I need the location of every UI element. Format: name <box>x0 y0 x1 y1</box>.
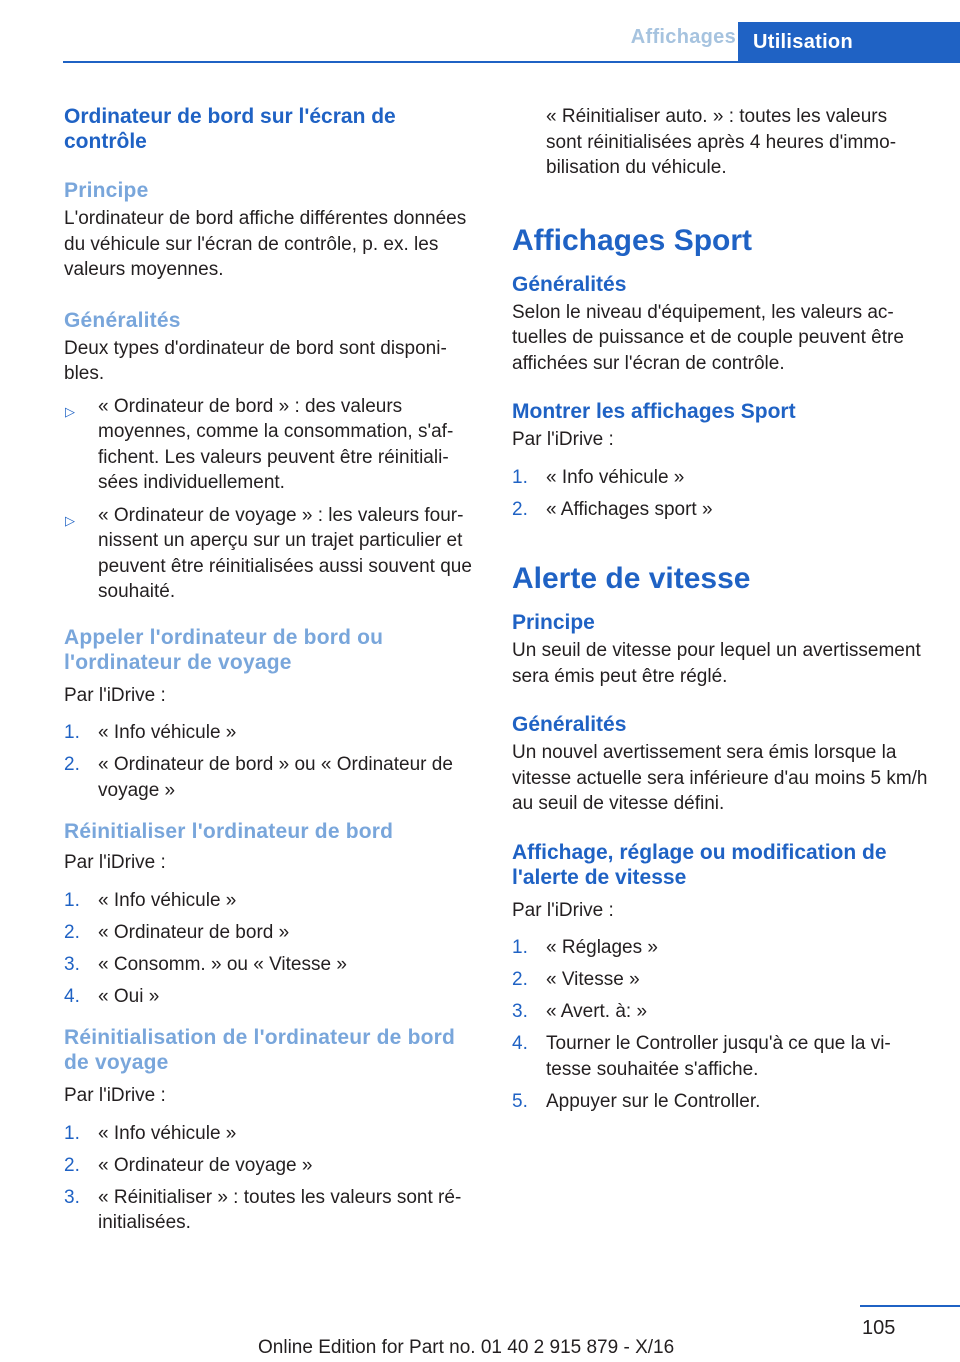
reinit-bord-intro: Par l'iDrive : <box>64 852 166 873</box>
list-item: 2. « Ordinateur de bord » <box>64 921 290 943</box>
sport-steps <box>512 465 928 523</box>
list-item: 1. « Info véhicule » <box>64 1122 237 1144</box>
edition-footer: Online Edition for Part no. 01 40 2 915 879 - X/16 <box>258 1337 675 1358</box>
appeler-steps <box>64 720 479 803</box>
right-column <box>512 104 928 1121</box>
list-item: 2. « Ordinateur de voyage » <box>64 1154 313 1176</box>
sport-generalites-text: Selon le niveau d'équipement, les valeurs actuelles de puissance et de couple peuvent être affichées sur l'écran de contrôle. <box>512 301 904 374</box>
alerte-steps <box>512 935 928 1114</box>
list-item: 4. « Oui » <box>64 985 160 1007</box>
generalites-bullets <box>64 394 479 605</box>
heading-alerte-vitesse: Alerte de vitesse <box>512 562 751 595</box>
list-item: 1. « Réglages » <box>512 937 658 958</box>
generalites-text: Deux types d'ordinateur de bord sont disponibles. <box>64 337 447 384</box>
section-title: Ordinateur de bord sur l'écran de contrôle <box>64 105 396 153</box>
heading-principe: Principe <box>64 179 149 202</box>
chapter-tab[interactable]: Utilisation <box>738 22 960 62</box>
list-item: 5. Appuyer sur le Controller. <box>512 1090 761 1112</box>
principe-text: L'ordinateur de bord affiche différentes données du véhicule sur l'écran de contrôle, p. ex. les valeurs moyennes. <box>64 208 467 280</box>
list-item: 1. « Info véhicule » <box>512 466 685 488</box>
list-item: ▷ « Ordinateur de voyage » : les valeurs fournissent un aperçu sur un trajet particulier et peuvent être réinitialisées aussi souvent que souhaité. <box>65 504 472 602</box>
reinit-bord-steps <box>64 888 479 1010</box>
sport-intro: Par l'iDrive : <box>512 429 614 450</box>
section-tab[interactable]: Affichages <box>630 26 736 48</box>
heading-montrer-sport: Montrer les affichages Sport <box>512 400 796 423</box>
left-column <box>64 104 479 1242</box>
list-item: 3. « Consomm. » ou « Vitesse » <box>64 953 347 975</box>
heading-appeler: Appeler l'ordinateur de bord ou l'ordinateur de voyage <box>64 625 384 674</box>
list-item: 1. « Info véhicule » <box>64 722 237 743</box>
list-item: 2. « Affichages sport » <box>512 498 713 520</box>
list-item: 2. « Ordinateur de bord » ou « Ordinateur de voyage » <box>64 754 453 801</box>
appeler-intro: Par l'iDrive : <box>64 684 166 706</box>
alerte-principe-text: Un seuil de vitesse pour lequel un avertissement sera émis peut être réglé. <box>512 640 921 687</box>
heading-sport-generalites: Généralités <box>512 272 627 296</box>
list-item: 4. Tourner le Controller jusqu'à ce que la vitesse souhaitée s'affiche. <box>512 1033 891 1080</box>
list-item: ▷ « Ordinateur de bord » : des valeurs moyennes, comme la consommation, s'affichent. Les valeurs peuvent être réinitialisées individuellement. <box>65 395 454 493</box>
triangle-bullet-icon: ▷ <box>65 512 75 528</box>
header-rule <box>63 61 960 63</box>
page-header <box>0 0 960 62</box>
heading-alerte-principe: Principe <box>512 611 595 634</box>
heading-reinit-voyage: Réinitialisation de l'ordinateur de bord de voyage <box>64 1026 456 1074</box>
list-item: 2. « Vitesse » <box>512 969 640 990</box>
list-item: 1. « Info véhicule » <box>64 889 237 911</box>
triangle-bullet-icon: ▷ <box>65 403 75 419</box>
list-item: 3. « Réinitialiser » : toutes les valeurs sont réinitialisées. <box>64 1186 462 1233</box>
reinit-voyage-steps <box>64 1121 479 1236</box>
list-item: 3. « Avert. à: » <box>512 1001 648 1022</box>
heading-reinit-bord: Réinitialiser l'ordinateur de bord <box>64 820 394 843</box>
page-number: 105 <box>862 1317 896 1339</box>
continued-step-text: « Réinitialiser auto. » : toutes les valeurs sont réinitialisées après 4 heures d'immobilisation du véhicule. <box>546 106 897 178</box>
heading-alerte-reglage: Affichage, réglage ou modification de l'alerte de vitesse <box>512 840 887 889</box>
heading-generalites: Généralités <box>64 308 181 332</box>
footer-rule <box>860 1305 960 1307</box>
reinit-voyage-intro: Par l'iDrive : <box>64 1085 166 1106</box>
alerte-generalites-text: Un nouvel avertissement sera émis lorsque la vitesse actuelle sera inférieure d'au moins 5 km/h au seuil de vitesse défini. <box>512 742 928 814</box>
heading-alerte-generalites: Généralités <box>512 713 627 736</box>
alerte-intro: Par l'iDrive : <box>512 899 614 921</box>
heading-affichages-sport: Affichages Sport <box>512 223 753 257</box>
